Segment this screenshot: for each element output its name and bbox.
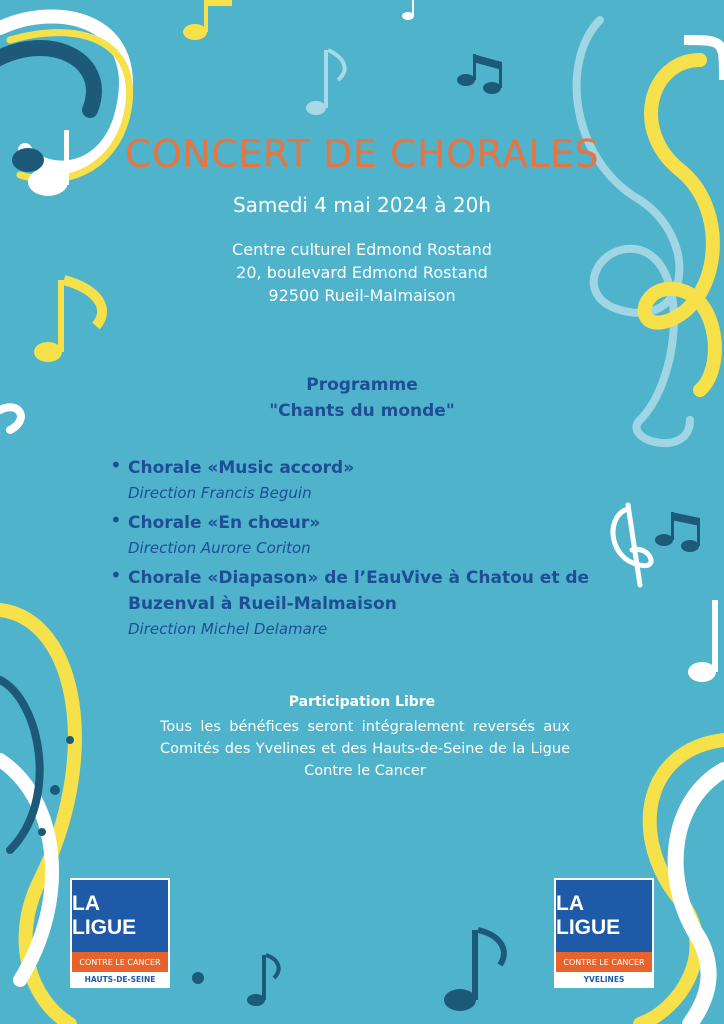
dot — [66, 736, 74, 744]
venue-name: Centre culturel Edmond Rostand — [232, 240, 492, 259]
music-note-icon — [457, 54, 502, 94]
logo-tagline: CONTRE LE CANCER — [556, 952, 652, 972]
music-note-icon — [183, 0, 232, 40]
list-item — [110, 455, 600, 505]
music-note-icon — [444, 930, 504, 1011]
programme-theme: "Chants du monde" — [269, 401, 455, 421]
list-item — [110, 510, 600, 560]
programme-heading-block — [0, 372, 724, 424]
venue-street: 20, boulevard Edmond Rostand — [236, 263, 488, 282]
dot — [38, 828, 46, 836]
participation-heading: Participation Libre — [288, 694, 436, 710]
choir-director: Direction Aurore Coriton — [128, 539, 311, 557]
logo-tagline: CONTRE LE CANCER — [72, 952, 168, 972]
ligue-logo-hauts-de-seine — [70, 878, 170, 988]
choir-name: • Chorale «En chœur» — [128, 513, 321, 533]
treble-clef-icon — [613, 505, 651, 585]
logo-brand: LA LIGUE — [72, 880, 168, 952]
choir-list — [110, 455, 600, 646]
music-note-icon — [688, 600, 718, 682]
logo-committee: HAUTS-DE-SEINE — [84, 974, 156, 984]
logo-committee: YVELINES — [583, 974, 625, 984]
music-note-icon — [306, 50, 345, 115]
music-note-icon — [402, 0, 414, 20]
swirl-navy-top-left — [0, 48, 94, 110]
choir-name: • Chorale «Diapason» de l’EauVive à Chatou et de Buzenval à Rueil-Malmaison — [128, 568, 590, 614]
venue-address — [0, 238, 724, 307]
dot — [192, 972, 204, 984]
choir-director: Direction Michel Delamare — [128, 620, 328, 638]
logo-brand: LA LIGUE — [556, 880, 652, 952]
programme-heading: Programme — [306, 375, 418, 395]
choir-director: Direction Francis Beguin — [128, 484, 312, 502]
music-note-icon — [247, 955, 279, 1006]
list-item — [110, 565, 600, 641]
ligue-logo-yvelines — [554, 878, 654, 988]
choir-name: • Chorale «Music accord» — [128, 458, 355, 478]
benefits-text: Tous les bénéfices seront intégralement reversés aux Comités des Yvelines et des Hauts-de-Seine de la Ligue Contre le Cancer — [160, 719, 570, 779]
dot — [50, 785, 60, 795]
music-note-icon — [655, 512, 700, 552]
treble-clef-icon — [645, 60, 715, 390]
concert-title: CONCERT DE CHORALES — [124, 132, 600, 176]
concert-date: Samedi 4 mai 2024 à 20h — [232, 193, 492, 217]
venue-city: 92500 Rueil-Malmaison — [268, 286, 456, 305]
